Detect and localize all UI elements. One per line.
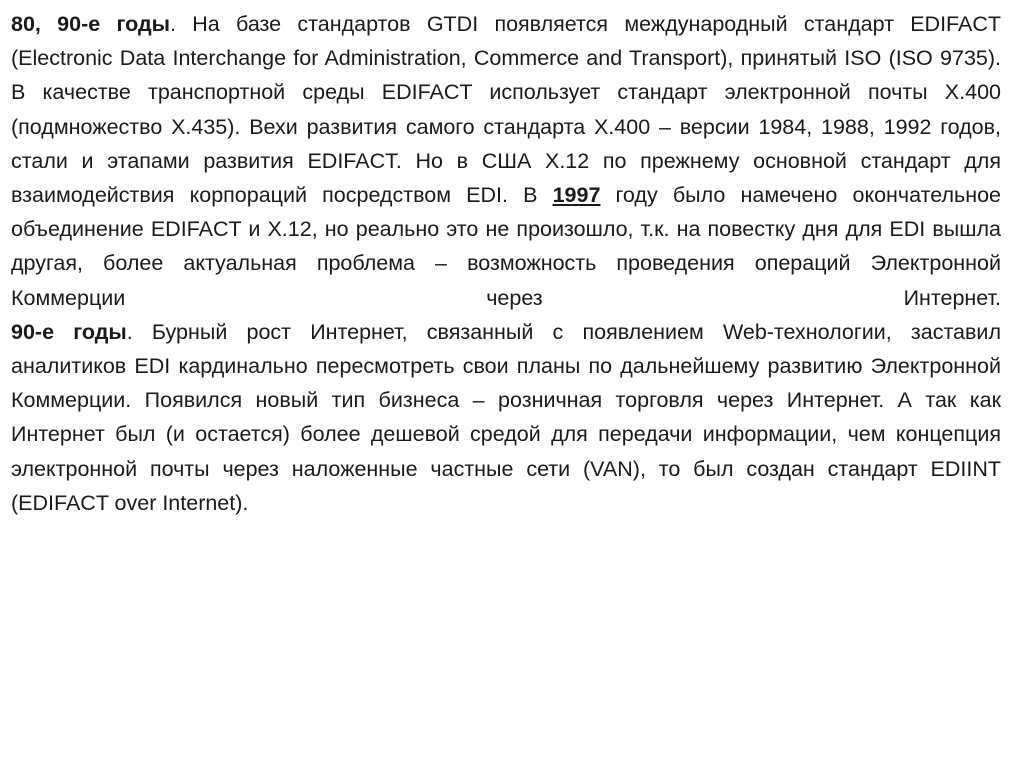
slide-content <box>11 7 1001 761</box>
paragraph-heading: 90-е годы <box>11 319 127 344</box>
paragraph-80-90s <box>11 7 1001 315</box>
paragraph-90s <box>11 315 1001 520</box>
paragraph-heading: 80, 90-е годы <box>11 12 170 36</box>
paragraph-text: году было намечено окончательное объединение EDIFACT и X.12, но реально это не произошло, т.к. на повестку дня для EDI вышла другая, более актуальная проблема – возможность проведения операций Электронной Коммерции через Интернет. <box>11 183 1001 310</box>
paragraph-text: . Бурный рост Интернет, связанный с появлением Web-технологии, заставил аналитиков EDI кардинально пересмотреть свои планы по дальнейшему развитию Электронной Коммерции. Появился новый тип бизнеса – розничная торговля через Интернет. А так как Интернет был (и остается) более дешевой средой для передачи информации, чем концепция электронной почты через наложенные частные сети (VAN), то был создан стандарт EDIINT (EDIFACT over Internet). <box>11 319 1001 515</box>
highlighted-year: 1997 <box>552 183 601 208</box>
paragraph-text: . На базе стандартов GTDI появляется международный стандарт EDIFACT (Electronic Data Interchange for Administration, Commerce and Transport), принятый ISO (ISO 9735). В качестве транспортной среды EDIFACT использует стандарт электронной почты X.400 (подмножество X.435). Вехи развития самого стандарта X.400 – версии 1984, 1988, 1992 годов, стали и этапами развития EDIFACT. Но в США X.12 по прежнему основной стандарт для взаимодействия корпораций посредством EDI. В <box>11 12 1001 208</box>
